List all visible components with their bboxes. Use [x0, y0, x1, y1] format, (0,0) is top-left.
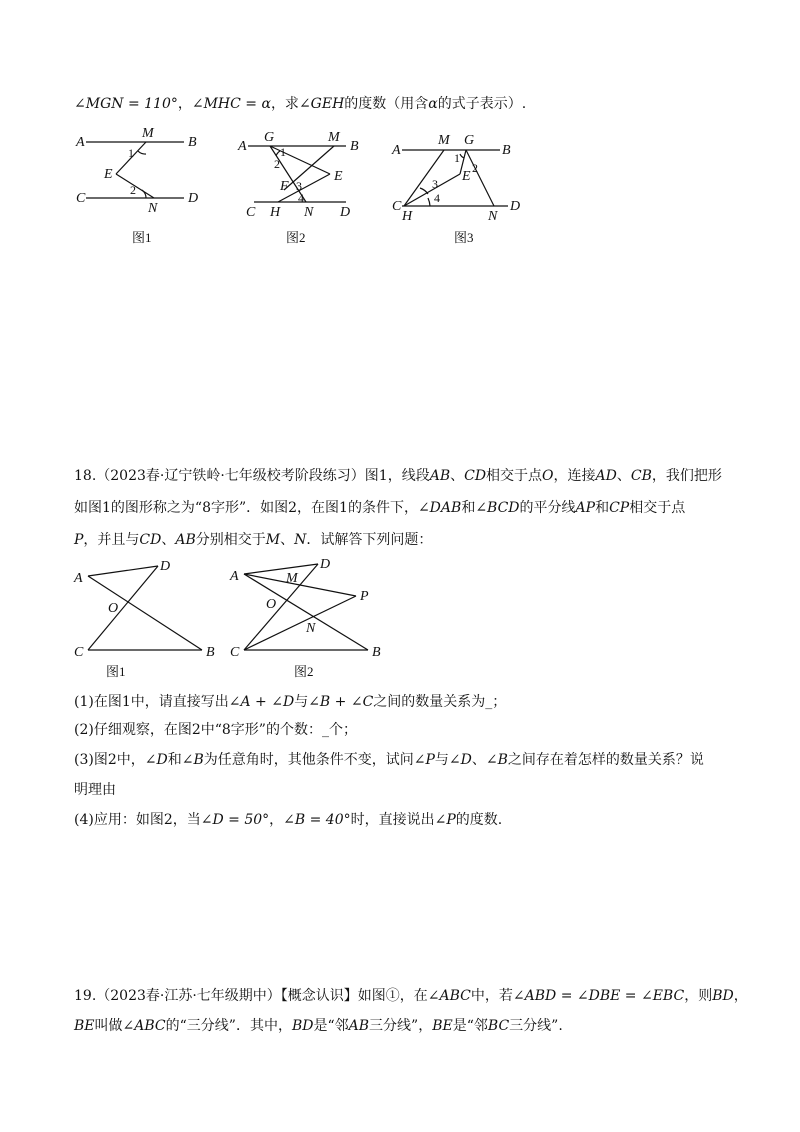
text: 分别相交于 [195, 532, 266, 548]
text: 、 [450, 468, 465, 484]
ray-be: BE [432, 1018, 453, 1034]
label-n: N [488, 209, 498, 224]
label-d: D [320, 557, 331, 572]
ray-bd: BD [712, 988, 734, 1004]
text: 、 [161, 532, 176, 548]
text: 18.（2023春·辽宁铁岭·七年级校考阶段练习）图1，线段 [74, 468, 430, 484]
label-d: D [160, 559, 171, 574]
text: ，我们把形 [651, 468, 722, 484]
caption-fig1: 图1 [106, 664, 126, 679]
seg-dc [88, 566, 158, 650]
label-3: 3 [432, 177, 438, 191]
q18-part-3-cont: 明理由 [74, 782, 116, 798]
text: 、 [280, 532, 295, 548]
text: ， [177, 96, 192, 112]
seg-ab: AB [429, 468, 451, 484]
text: 之间的数量关系为_； [373, 694, 507, 710]
text: 是“邻 [452, 1018, 488, 1034]
text: 的度数. [455, 812, 503, 828]
q18-part-1 [74, 692, 506, 712]
seg-ab: AB [348, 1018, 370, 1034]
text: 和 [595, 500, 610, 516]
label-c: C [246, 205, 256, 220]
caption-fig1: 图1 [132, 230, 152, 245]
text: 之间存在着怎样的数量关系？说 [507, 752, 704, 768]
label-g: G [264, 130, 275, 145]
text: ，并且与 [83, 532, 140, 548]
angle-d: ∠D [448, 752, 472, 768]
seg-cb: CB [630, 468, 652, 484]
q18-figure-2 [226, 556, 390, 682]
seg-ab [88, 576, 202, 650]
text: 的度数（用含 [344, 96, 429, 112]
alpha: α [428, 96, 438, 112]
text: (3)图2中， [74, 752, 145, 768]
caption-fig3: 图3 [454, 230, 474, 245]
point-n: N [294, 532, 307, 548]
seg-ad: AD [595, 468, 617, 484]
label-o: O [108, 601, 119, 616]
label-c: C [76, 191, 86, 206]
text: ，求 [270, 96, 299, 112]
label-m: M [438, 133, 450, 148]
q17-figure-1 [72, 124, 202, 250]
text: 相交于点 [486, 468, 543, 484]
label-b: B [206, 645, 215, 660]
seg-cd: CD [464, 468, 487, 484]
text: 、 [616, 468, 631, 484]
text: 和 [461, 500, 476, 516]
ray-bd: BD [291, 1018, 314, 1034]
text: 三分线”， [369, 1018, 433, 1034]
text: 的式子表示）. [437, 96, 527, 112]
label-c: C [392, 199, 402, 214]
label-d: D [510, 199, 521, 214]
label-n: N [304, 205, 314, 220]
text: 相交于点 [629, 500, 686, 516]
seg-ab: AB [175, 532, 196, 548]
label-h: H [270, 205, 281, 220]
text: 19.（2023春·江苏·七年级期中）【概念认识】如图①，在 [74, 988, 428, 1004]
q18-part-4 [74, 810, 502, 830]
ray-cp: CP [609, 500, 630, 516]
label-2: 2 [274, 157, 280, 171]
seg-ad [88, 566, 158, 576]
q19-line-1 [74, 986, 748, 1006]
label-o: O [266, 597, 277, 612]
text: 时，直接说出 [350, 812, 435, 828]
label-4: 4 [298, 191, 304, 205]
text: ，连接 [553, 468, 596, 484]
arc-2 [142, 190, 146, 198]
angle-bcd: ∠BCD [475, 500, 520, 516]
angle-p: ∠P [413, 752, 435, 768]
text: 叫做 [94, 1018, 123, 1034]
text: 如图1的图形称之为“8字形”．如图2，在图1的条件下， [74, 500, 418, 516]
seg-dc [244, 564, 318, 650]
expr-b-plus-c: ∠B + ∠C [308, 694, 374, 710]
label-2: 2 [130, 183, 136, 197]
label-1: 1 [128, 146, 134, 160]
point-o: O [542, 468, 554, 484]
q18-line-2 [74, 498, 685, 518]
text: ，则 [684, 988, 713, 1004]
label-a: A [76, 135, 85, 150]
arc-3 [420, 188, 428, 194]
label-c: C [74, 645, 84, 660]
label-n: N [148, 201, 158, 216]
text: 是“邻 [313, 1018, 349, 1034]
label-m: M [286, 571, 298, 586]
caption-fig2: 图2 [286, 230, 306, 245]
arc-1 [138, 151, 146, 154]
label-h: H [402, 209, 413, 224]
label-p: P [360, 589, 369, 604]
label-e: E [104, 167, 113, 182]
text: 、 [471, 752, 486, 768]
label-e: E [334, 169, 343, 184]
label-a: A [74, 571, 83, 586]
angle-geh: ∠GEH [298, 96, 345, 112]
angle-b: ∠B [181, 752, 204, 768]
label-m: M [142, 126, 154, 141]
text: ， [733, 988, 748, 1004]
arc-1 [460, 154, 464, 158]
expr-a-plus-d: ∠A + ∠D [228, 694, 295, 710]
text: 为任意角时，其他条件不变，试问 [203, 752, 414, 768]
point-p: P [74, 532, 84, 548]
angle-mgn: ∠MGN = 110° [74, 96, 178, 112]
text: 与 [434, 752, 449, 768]
label-m: M [328, 130, 340, 145]
label-d: D [188, 191, 199, 206]
label-b: B [350, 139, 359, 154]
label-n: N [306, 621, 316, 636]
angle-dab: ∠DAB [417, 500, 462, 516]
text: 的“三分线”．其中， [165, 1018, 292, 1034]
label-f: F [280, 179, 289, 194]
q18-line-3 [74, 530, 432, 550]
angle-d-value: ∠D = 50° [200, 812, 270, 828]
q18-part-2: (2)仔细观察，在图2中“8字形”的个数：_个； [74, 722, 357, 738]
label-2: 2 [472, 161, 478, 175]
ray-be: BE [74, 1018, 95, 1034]
text: 中，若 [470, 988, 513, 1004]
q17-condition-line [74, 94, 526, 114]
label-e: E [462, 169, 471, 184]
ray-ap: AP [575, 500, 596, 516]
text: 与 [294, 694, 309, 710]
angle-equation: ∠ABD = ∠DBE = ∠EBC [512, 988, 685, 1004]
angle-b-value: ∠B = 40° [283, 812, 351, 828]
arc-4 [428, 198, 430, 206]
point-m: M [265, 532, 281, 548]
text: 的平分线 [519, 500, 576, 516]
caption-fig2: 图2 [294, 664, 314, 679]
label-d: D [340, 205, 351, 220]
q17-figure-2 [234, 124, 364, 250]
angle-abc: ∠ABC [122, 1018, 166, 1034]
text: 三分线”. [509, 1018, 563, 1034]
label-1: 1 [280, 145, 286, 159]
text: 和 [167, 752, 182, 768]
q19-line-2 [74, 1016, 563, 1036]
label-3: 3 [296, 179, 302, 193]
angle-b: ∠B [485, 752, 508, 768]
seg-ab [244, 574, 368, 650]
seg-ad [244, 564, 318, 574]
q17-figure-3 [388, 124, 524, 250]
seg-cp [244, 596, 356, 650]
label-a: A [230, 569, 239, 584]
label-g: G [464, 133, 475, 148]
seg-mf [284, 146, 334, 190]
label-1: 1 [454, 151, 460, 165]
q18-line-1 [74, 466, 722, 486]
angle-mhc: ∠MHC = α [191, 96, 271, 112]
label-b: B [372, 645, 381, 660]
text: (1)在图1中，请直接写出 [74, 694, 229, 710]
label-c: C [230, 645, 240, 660]
label-a: A [392, 143, 401, 158]
label-4: 4 [434, 191, 440, 205]
q18-figure-1 [70, 556, 220, 682]
angle-abc: ∠ABC [427, 988, 471, 1004]
angle-p: ∠P [434, 812, 456, 828]
label-a: A [238, 139, 247, 154]
text: ， [269, 812, 284, 828]
q18-part-3 [74, 750, 704, 770]
seg-bc: BC [487, 1018, 510, 1034]
angle-d: ∠D [144, 752, 168, 768]
text: (4)应用：如图2，当 [74, 812, 201, 828]
label-b: B [188, 135, 197, 150]
label-b: B [502, 143, 511, 158]
seg-cd: CD [139, 532, 162, 548]
text: ．试解答下列问题： [306, 532, 433, 548]
